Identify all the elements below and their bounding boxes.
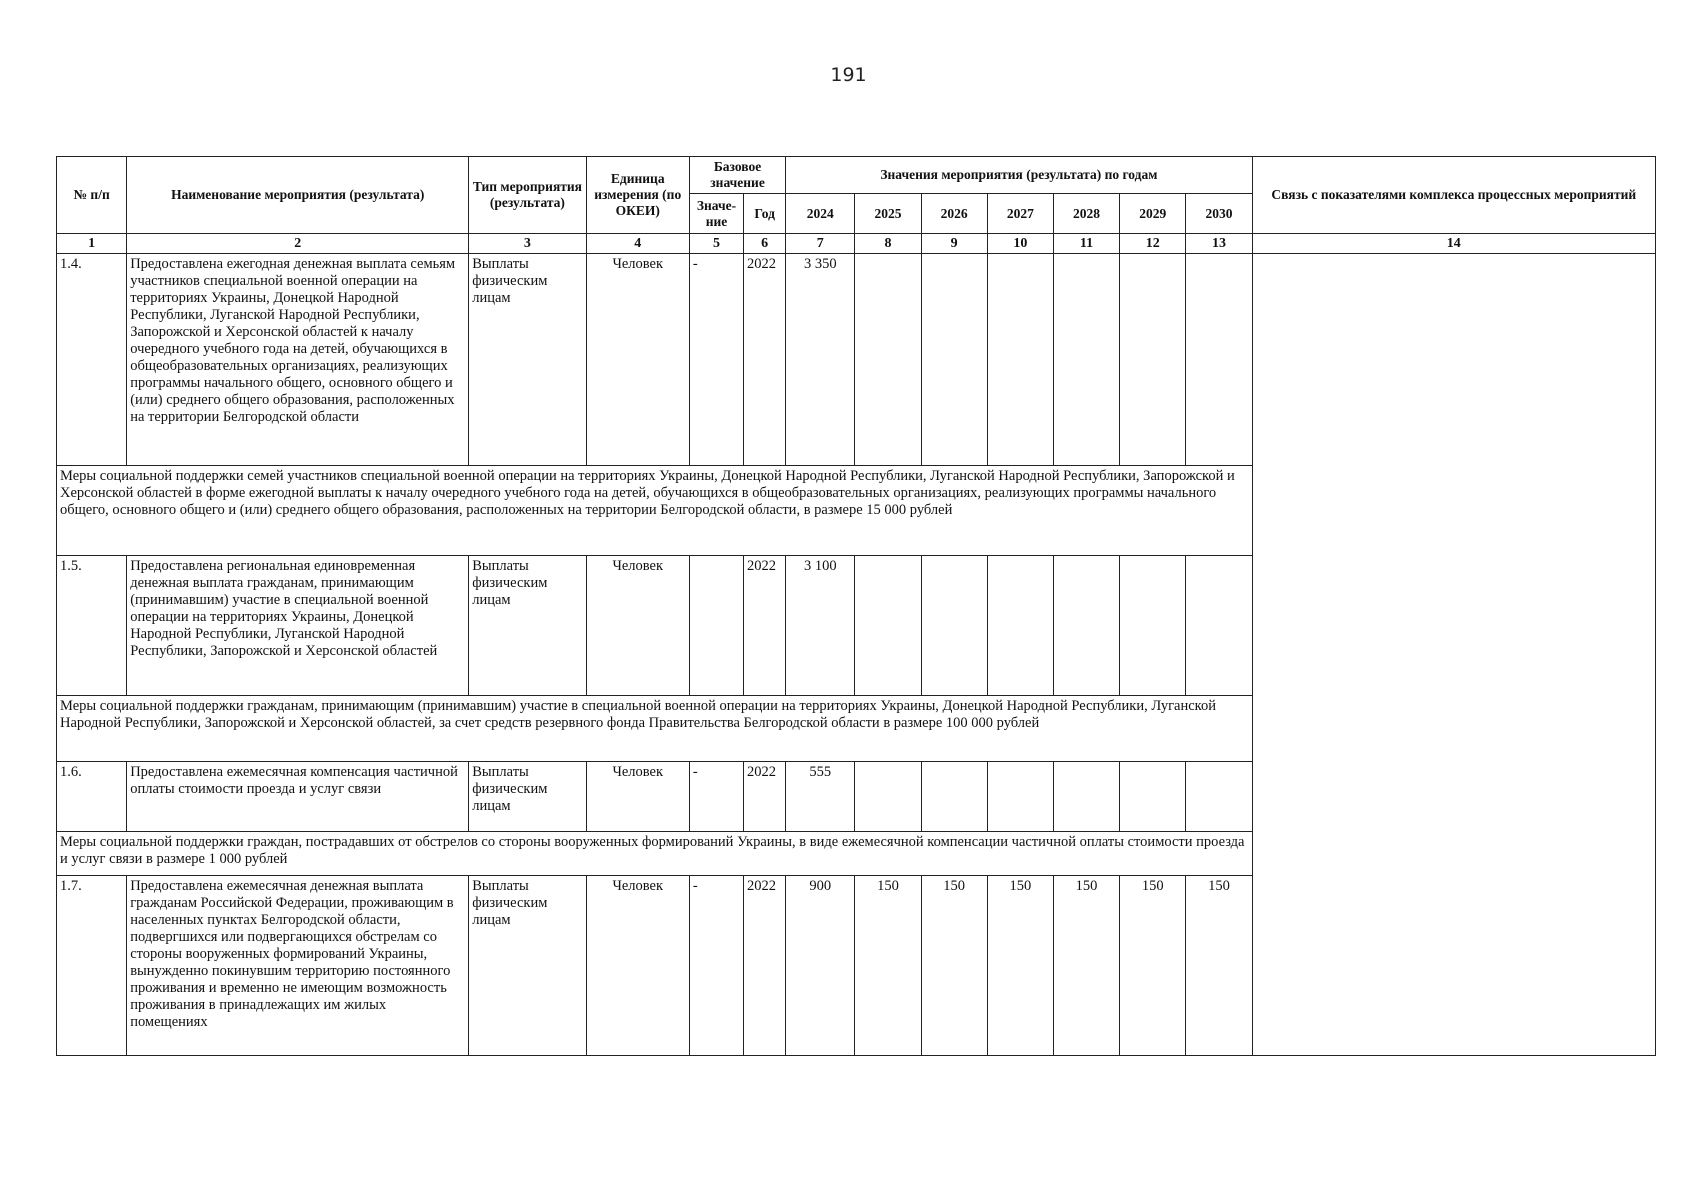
header-year: 2026	[921, 194, 987, 234]
row-type: Выплаты физическим лицам	[469, 556, 586, 696]
header-link: Связь с показателями комплекса процессных мероприятий	[1252, 157, 1655, 234]
column-number: 3	[469, 234, 586, 254]
row-value-2024: 3 100	[786, 556, 855, 696]
row-base-year: 2022	[744, 876, 786, 1056]
column-number: 1	[57, 234, 127, 254]
column-number: 7	[786, 234, 855, 254]
row-value-2029	[1120, 254, 1186, 466]
column-number: 8	[855, 234, 921, 254]
row-value-2026	[921, 762, 987, 832]
row-value-2025	[855, 254, 921, 466]
row-value-2030	[1186, 762, 1252, 832]
header-base-value: Значе-ние	[689, 194, 743, 234]
row-num: 1.4.	[57, 254, 127, 466]
row-value-2024: 900	[786, 876, 855, 1056]
row-value-2028: 150	[1053, 876, 1119, 1056]
row-base-year: 2022	[744, 254, 786, 466]
row-value-2025	[855, 556, 921, 696]
row-num: 1.7.	[57, 876, 127, 1056]
row-name: Предоставлена ежемесячная денежная выплата гражданам Российской Федерации, проживающим в населенных пунктах Белгородской области, подвергшихся или подвергающихся обстрелам со стороны вооруженных формирований Украины, вынужденно покинувшим территорию постоянного проживания и временно не имеющим возможность проживания в принадлежащих им жилых помещениях	[127, 876, 469, 1056]
row-value-2029	[1120, 762, 1186, 832]
link-column-cell	[1252, 254, 1655, 1056]
header-year: 2024	[786, 194, 855, 234]
column-number: 11	[1053, 234, 1119, 254]
column-number: 5	[689, 234, 743, 254]
column-number: 9	[921, 234, 987, 254]
table-row	[57, 254, 1656, 466]
row-base-year: 2022	[744, 556, 786, 696]
header-year: 2025	[855, 194, 921, 234]
row-base-value: -	[689, 254, 743, 466]
row-unit: Человек	[586, 254, 689, 466]
row-measures: Меры социальной поддержки граждан, пострадавших от обстрелов со стороны вооруженных формирований Украины, в виде ежемесячной компенсации частичной оплаты стоимости проезда и услуг связи в размере 1 000 рублей	[57, 832, 1253, 876]
row-value-2024: 555	[786, 762, 855, 832]
row-value-2029	[1120, 556, 1186, 696]
row-value-2028	[1053, 254, 1119, 466]
row-base-value: -	[689, 876, 743, 1056]
row-name: Предоставлена ежегодная денежная выплата семьям участников специальной военной операции на территориях Украины, Донецкой Народной Республики, Луганской Народной Республики, Запорожской и Херсонской областей к началу очередного учебного года на детей, обучающихся в общеобразовательных организациях, реализующих программы начального общего, основного общего и (или) среднего общего образования, расположенных на территории Белгородской области	[127, 254, 469, 466]
row-value-2029: 150	[1120, 876, 1186, 1056]
row-value-2030	[1186, 556, 1252, 696]
row-value-2030	[1186, 254, 1252, 466]
row-value-2026	[921, 254, 987, 466]
column-number: 6	[744, 234, 786, 254]
row-name: Предоставлена региональная единовременная денежная выплата гражданам, принимающим (принимавшим) участие в специальной военной операции на территориях Украины, Донецкой Народной Республики, Луганской Народной Республики, Запорожской и Херсонской областей	[127, 556, 469, 696]
row-measures: Меры социальной поддержки семей участников специальной военной операции на территориях Украины, Донецкой Народной Республики, Луганской Народной Республики, Запорожской и Херсонской областей в форме ежегодной выплаты к началу очередного учебного года на детей, обучающихся в общеобразовательных организациях, реализующих программы начального общего, основного общего и (или) среднего общего образования, расположенных на территории Белгородской области, в размере 15 000 рублей	[57, 466, 1253, 556]
row-type: Выплаты физическим лицам	[469, 876, 586, 1056]
header-base: Базовое значение	[689, 157, 785, 194]
row-value-2025	[855, 762, 921, 832]
row-type: Выплаты физическим лицам	[469, 254, 586, 466]
column-number: 4	[586, 234, 689, 254]
column-number: 13	[1186, 234, 1252, 254]
page-number: 191	[830, 64, 867, 86]
row-value-2024: 3 350	[786, 254, 855, 466]
row-unit: Человек	[586, 876, 689, 1056]
header-name: Наименование мероприятия (результата)	[127, 157, 469, 234]
header-year: 2028	[1053, 194, 1119, 234]
row-base-value: -	[689, 762, 743, 832]
row-num: 1.5.	[57, 556, 127, 696]
row-value-2028	[1053, 762, 1119, 832]
row-value-2027	[987, 254, 1053, 466]
column-numbers-row	[57, 234, 1656, 254]
row-value-2026	[921, 556, 987, 696]
column-number: 10	[987, 234, 1053, 254]
row-value-2027: 150	[987, 876, 1053, 1056]
row-value-2027	[987, 556, 1053, 696]
row-value-2027	[987, 762, 1053, 832]
header-year: 2027	[987, 194, 1053, 234]
row-name: Предоставлена ежемесячная компенсация частичной оплаты стоимости проезда и услуг связи	[127, 762, 469, 832]
row-base-year: 2022	[744, 762, 786, 832]
header-type: Тип мероприятия (результата)	[469, 157, 586, 234]
row-value-2026: 150	[921, 876, 987, 1056]
row-unit: Человек	[586, 556, 689, 696]
header-base-year: Год	[744, 194, 786, 234]
measures-table	[56, 156, 1656, 1056]
row-value-2028	[1053, 556, 1119, 696]
column-number: 14	[1252, 234, 1655, 254]
row-base-value	[689, 556, 743, 696]
header-year: 2030	[1186, 194, 1252, 234]
column-number: 12	[1120, 234, 1186, 254]
row-measures: Меры социальной поддержки гражданам, принимающим (принимавшим) участие в специальной военной операции на территориях Украины, Донецкой Народной Республики, Луганской Народной Республики, Запорожской и Херсонской областей, за счет средств резервного фонда Правительства Белгородской области в размере 100 000 рублей	[57, 696, 1253, 762]
row-value-2030: 150	[1186, 876, 1252, 1056]
header-num: № п/п	[57, 157, 127, 234]
header-values-by-year: Значения мероприятия (результата) по годам	[786, 157, 1252, 194]
row-num: 1.6.	[57, 762, 127, 832]
column-number: 2	[127, 234, 469, 254]
row-value-2025: 150	[855, 876, 921, 1056]
header-year: 2029	[1120, 194, 1186, 234]
row-unit: Человек	[586, 762, 689, 832]
header-unit: Единица измерения (по ОКЕИ)	[586, 157, 689, 234]
row-type: Выплаты физическим лицам	[469, 762, 586, 832]
